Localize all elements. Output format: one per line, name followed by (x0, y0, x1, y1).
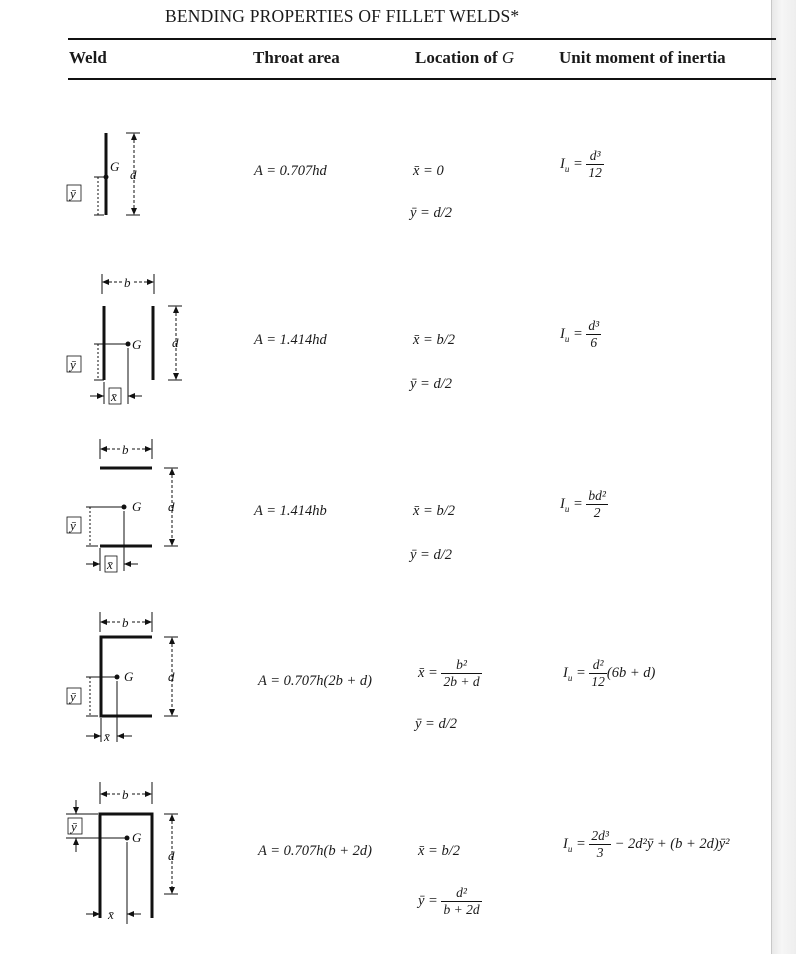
label-G: G (124, 669, 134, 684)
weld-diagram-4 (64, 610, 194, 750)
inertia-4: $I_u$ = $\frac{\text{d²}}{12}$ (6b + d) (563, 657, 656, 689)
ybar-2: ȳ = d/2 (410, 376, 452, 392)
ybar-3: ȳ = d/2 (410, 547, 452, 563)
weld-diagram-1 (64, 125, 174, 225)
label-G: G (132, 830, 142, 845)
weld-diagram-5 (64, 780, 194, 930)
area-4: A = 0.707h(2b + d) (258, 673, 372, 689)
label-b: b (122, 615, 129, 630)
page-edge-line (771, 0, 772, 954)
label-xbar: x̄ (104, 729, 110, 744)
header-throat-area: Throat area (253, 48, 340, 67)
area-3: A = 1.414hb (254, 503, 327, 519)
page-edge-shadow (772, 0, 796, 954)
label-ybar: ȳ (70, 689, 76, 704)
xbar-2: x̄ = b/2 (413, 332, 455, 348)
table-title: BENDING PROPERTIES OF FILLET WELDS* (165, 6, 520, 26)
xbar-5: x̄ = b/2 (418, 843, 460, 859)
label-G: G (110, 159, 120, 174)
label-G: G (132, 337, 142, 352)
top-rule (68, 38, 776, 40)
inertia-2: $I_u$ = $\frac{\text{d³}}{6}$ (560, 318, 600, 350)
header-rule (68, 78, 776, 80)
label-xbar: x̄ (108, 907, 114, 922)
weld-diagram-3 (64, 437, 194, 577)
label-d: d (172, 335, 179, 350)
xbar-4: x̄ = $\frac{\text{b²}}{2b + d}$ (418, 657, 480, 689)
inertia-1: $I_u$ = $\frac{\text{d³}}{12}$ (560, 148, 602, 180)
area-1: A = 0.707hd (254, 163, 327, 179)
header-unit-moment: Unit moment of inertia (559, 48, 726, 67)
weld-diagram-2 (64, 272, 194, 412)
label-xbar: x̄ (111, 389, 117, 404)
label-ybar: ȳ (70, 186, 76, 201)
label-xbar: x̄ (107, 557, 113, 572)
label-d: d (168, 848, 175, 863)
label-b: b (122, 787, 129, 802)
label-ybar: ȳ (71, 819, 77, 834)
xbar-1: x̄ = 0 (413, 163, 444, 179)
header-weld: Weld (69, 48, 107, 67)
area-2: A = 1.414hd (254, 332, 327, 348)
label-ybar: ȳ (70, 518, 76, 533)
area-5: A = 0.707h(b + 2d) (258, 843, 372, 859)
label-G: G (132, 499, 142, 514)
label-ybar: ȳ (70, 357, 76, 372)
label-d: d (168, 669, 175, 684)
label-b: b (124, 275, 131, 290)
header-location: Location of G (415, 48, 515, 67)
inertia-3: $I_u$ = $\frac{\text{bd²}}{2}$ (560, 488, 606, 520)
ybar-4: ȳ = d/2 (415, 716, 457, 732)
xbar-3: x̄ = b/2 (413, 503, 455, 519)
ybar-1: ȳ = d/2 (410, 205, 452, 221)
label-d: d (130, 167, 137, 182)
label-d: d (168, 499, 175, 514)
inertia-5: $I_u$ = $\frac{\text{2d³}}{3}$ − 2d²ȳ + (b + 2d)ȳ² (563, 828, 730, 860)
ybar-5: ȳ = $\frac{\text{d²}}{b + 2d}$ (418, 885, 480, 917)
label-b: b (122, 442, 129, 457)
